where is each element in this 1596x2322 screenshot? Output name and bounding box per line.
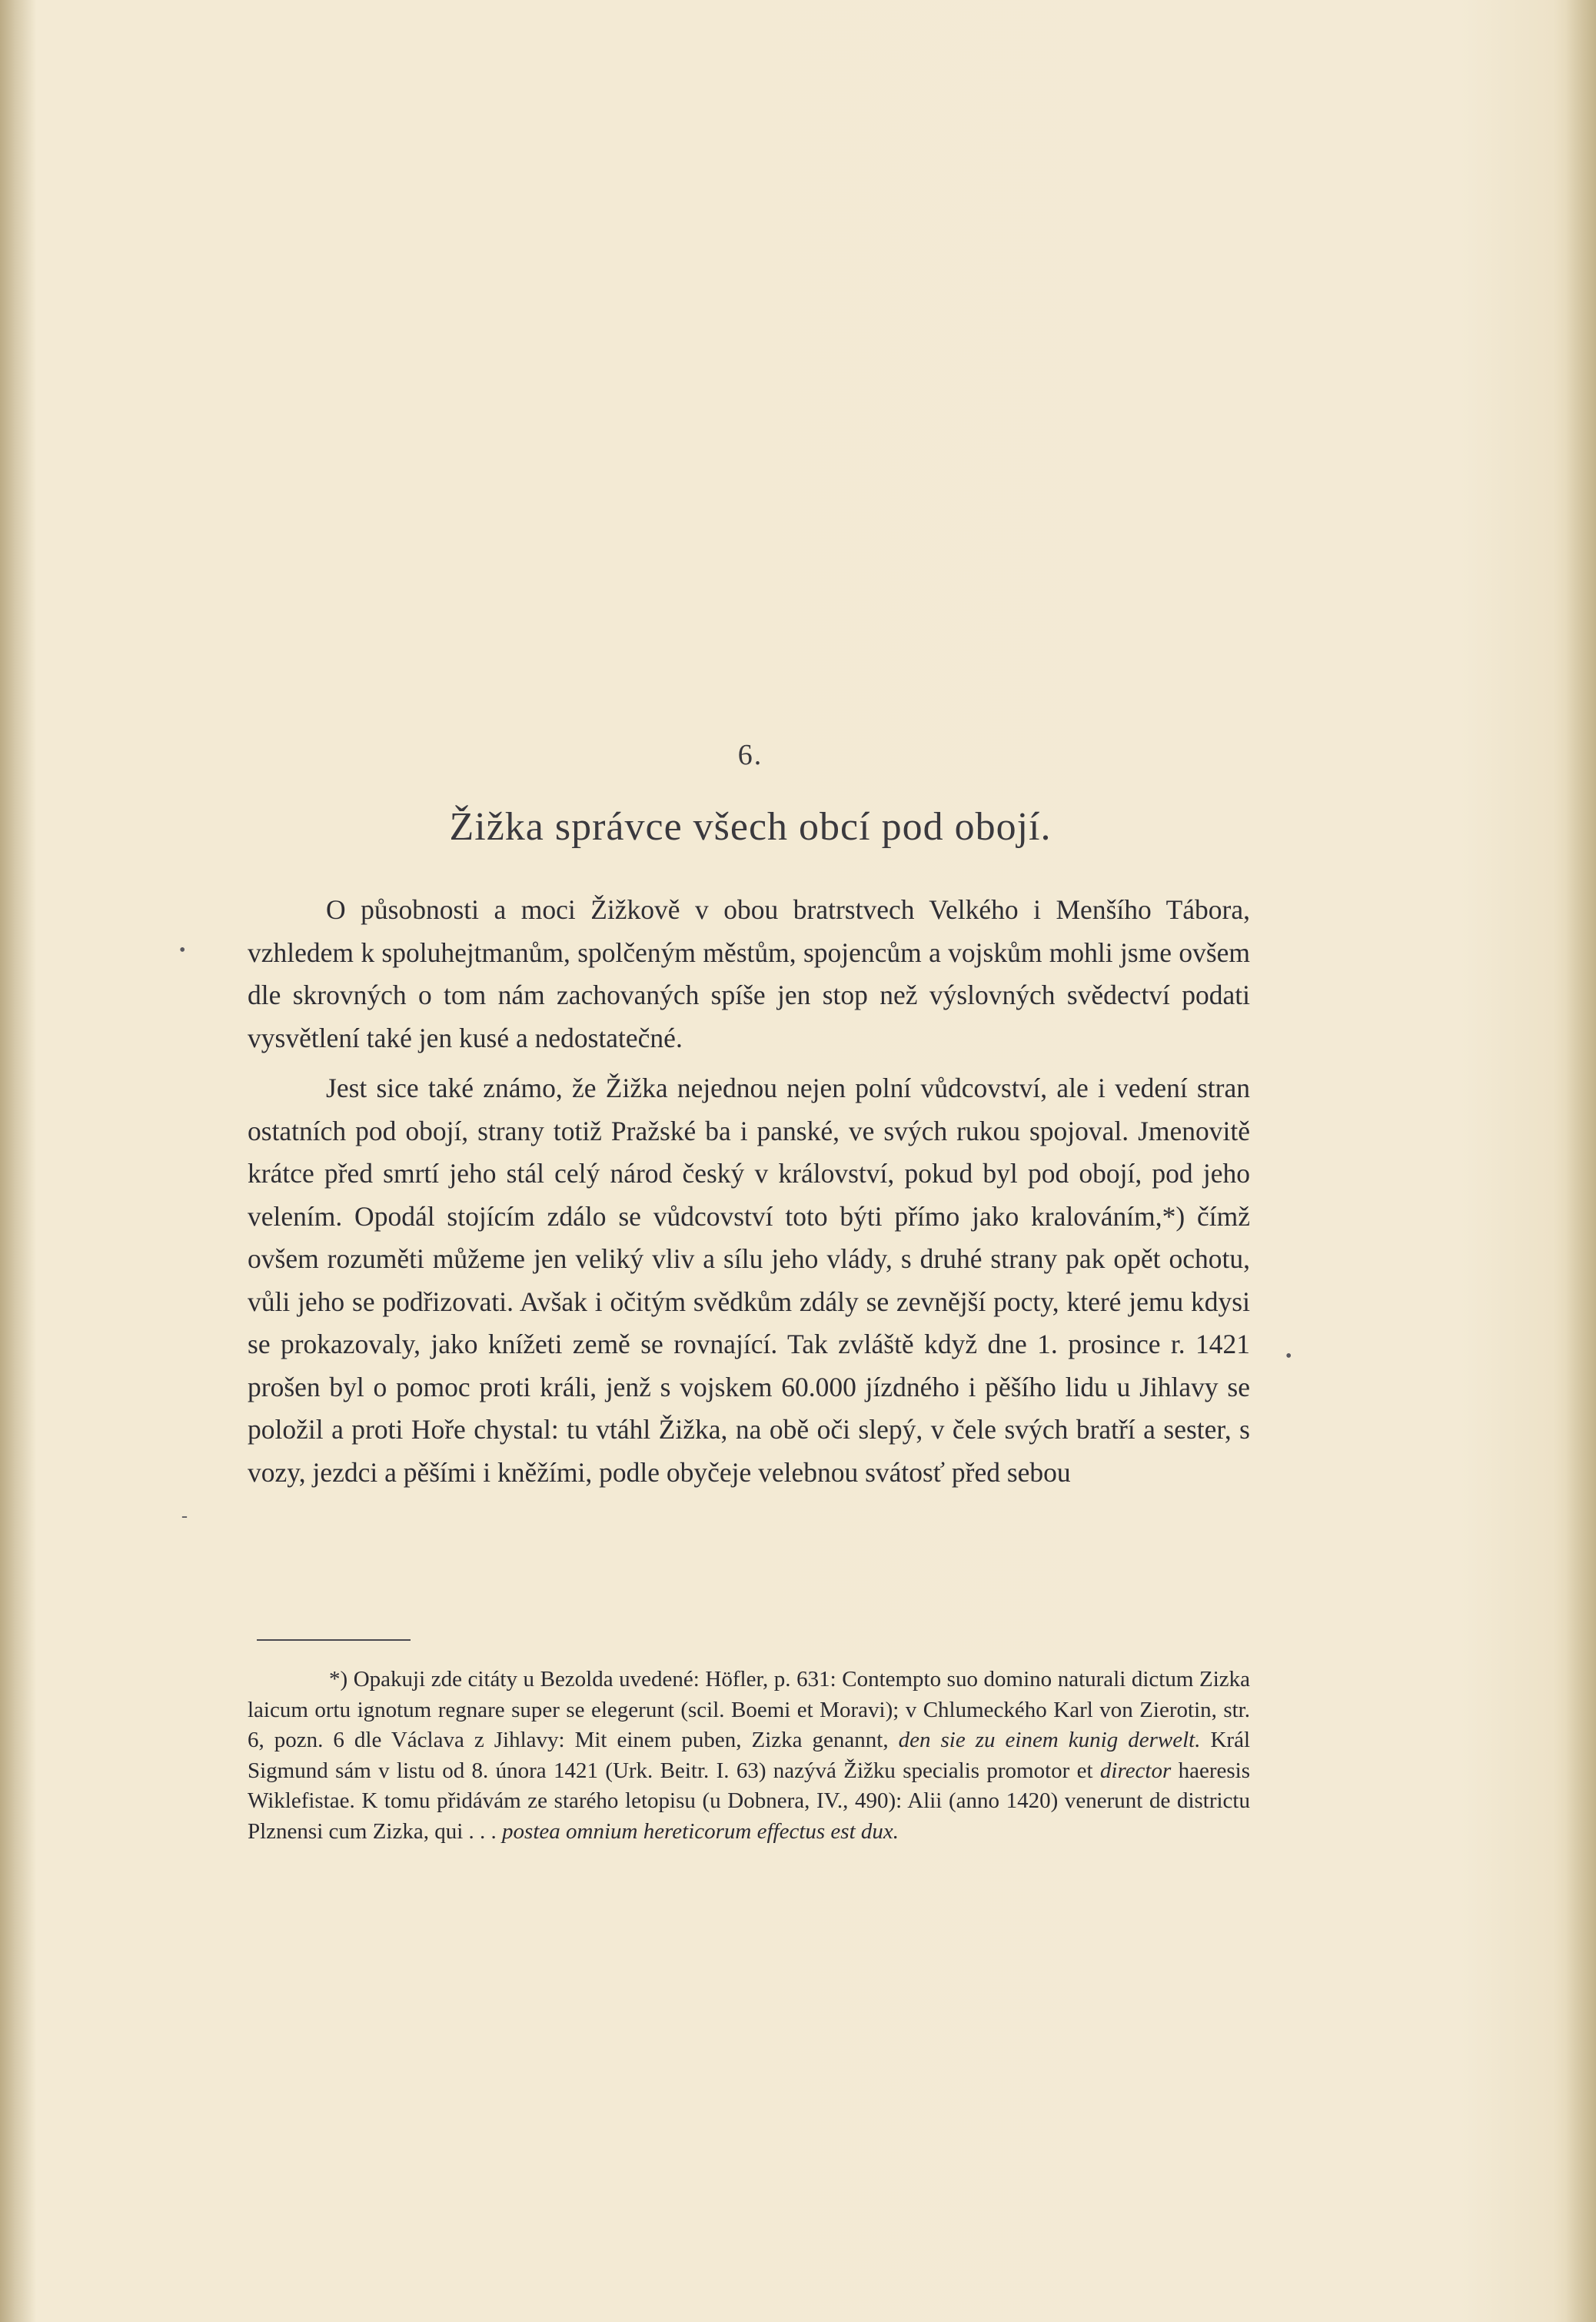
paragraph: Jest sice také známo, že Žižka nejednou nejen polní vůdcovství, ale i vedení stran ostatních pod obojí, strany totiž Pražské ba i panské, ve svých rukou spojoval. Jmenovitě krátce před smrtí jeho stál celý národ český v království, pokud byl pod obojí, pod jeho velením. Opodál stojícím zdálo se vůdcovství toto býti přímo jako kralováním,*) čímž ovšem rozuměti můžeme jen veliký vliv a sílu jeho vlády, s druhé strany pak opět ochotu, vůli jeho se podřizovati. Avšak i očitým svědkům zdály se zevnější pocty, které jemu kdysi se prokazovaly, jako knížeti země se rovnající. Tak zvláště když dne 1. prosince r. 1421 prošen byl o pomoc proti králi, jenž s vojskem 60.000 jízdného i pěšího lidu u Jihlavy se položil a proti Hoře chystal: tu vtáhl Žižka, na obě oči slepý, v čele svých bratří a sester, s vozy, jezdci a pěšími i kněžími, podle obyčeje velebnou svátosť před sebou (248, 1073, 1250, 1488)
chapter-number: 6. (737, 739, 763, 771)
main-text (248, 889, 1250, 1494)
footnote (248, 1665, 1250, 1847)
margin-mark: - (181, 1506, 188, 1526)
footnote-text: *) Opakuji zde citáty u Bezolda uvedené: Höfler, p. 631: Contempto suo domino naturali dictum Zizka laicum ortu ignotum regnare super se elegerunt (scil. Boemi et Moravi); v Chlumeckého Karl von Zierotin, str. 6, pozn. 6 dle Václava z Jihlavy: Mit einem puben, Zizka genannt, (248, 1667, 1250, 1752)
page-edge-shadow (1565, 0, 1596, 2322)
footnote-italic: postea omnium hereticorum effectus est dux. (502, 1818, 899, 1844)
binding-shadow (0, 0, 37, 2322)
footnote-separator (257, 1639, 411, 1641)
chapter-title: Žižka správce všech obcí pod obojí. (449, 805, 1052, 849)
footnote-italic: director (1099, 1758, 1172, 1783)
margin-mark: • (1285, 1346, 1292, 1366)
footnote-italic: den sie zu einem kunig derwelt. (898, 1728, 1201, 1752)
paragraph: O působnosti a moci Žižkově v obou bratrstvech Velkého i Menšího Tábora, vzhledem k spoluhejtmanům, spolčeným městům, spojencům a vojskům mohli jsme ovšem dle skrovných o tom nám zachovaných spíše jen stop než výslovných svědectví podati vysvětlení také jen kusé a nedostatečné. (248, 894, 1250, 1053)
footnote-text: Král Sigmund sám v listu od 8. února 1421 (Urk. Beitr. I. 63) nazývá Žižku specialis promotor et (248, 1728, 1250, 1783)
margin-mark: • (179, 940, 186, 960)
footnote-text: haeresis Wiklefistae. K tomu přidávám ze starého letopisu (u Dobnera, IV., 490): Alii (anno 1420) venerunt de districtu Plznensi cum Zizka, qui . . . (248, 1758, 1251, 1844)
